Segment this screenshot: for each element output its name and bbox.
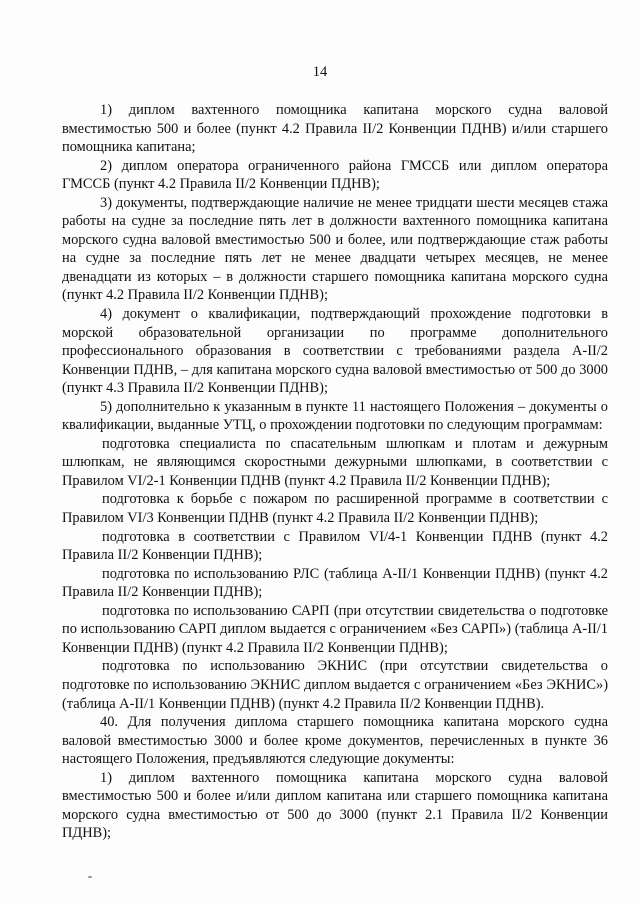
training-program-item: подготовка по использованию ЭКНИС (при отсутствии свидетельства о подготовке по использованию ЭКНИС диплом выдается с ограничением «Без ЭКНИС») (таблица A-II/1 Конвенции ПДНВ) (пункт 4.2 Правила II/2 Конвенции ПДНВ). <box>62 658 608 712</box>
training-program-item: подготовка по использованию САРП (при отсутствии свидетельства о подготовке по использованию САРП диплом выдается с ограничением «Без САРП») (таблица A-II/1 Конвенции ПДНВ) (пункт 4.2 Правила II/2 Конвенции ПДНВ); <box>62 602 608 656</box>
list-item: 4) документ о квалификации, подтверждающий прохождение подготовки в морской образовательной организации по программе дополнительного профессионального образования в соответствии с требованиями раздела A-II/2 Конвенции ПДНВ, – для капитана морского судна валовой вместимостью от 500 до 3000 (пункт 4.3 Правила II/2 Конвенции ПДНВ); <box>62 306 608 397</box>
training-program-item: подготовка к борьбе с пожаром по расширенной программе в соответствии с Правилом VI/3 Конвенции ПДНВ (пункт 4.2 Правила II/2 Конвенции ПДНВ); <box>62 491 608 527</box>
training-program-item: подготовка в соответствии с Правилом VI/4-1 Конвенции ПДНВ (пункт 4.2 Правила II/2 Конвенции ПДНВ); <box>62 528 608 564</box>
list-item: 1) диплом вахтенного помощника капитана морского судна валовой вместимостью 500 и более и/или диплом капитана или старшего помощника капитана морского судна вместимостью от 500 до 3000 (пункт 2.1 Правила II/2 Конвенции ПДНВ); <box>62 769 608 842</box>
document-body <box>62 101 608 843</box>
page-number: 14 <box>312 64 328 80</box>
list-item: 2) диплом оператора ограниченного района ГМССБ или диплом оператора ГМССБ (пункт 4.2 Правила II/2 Конвенции ПДНВ); <box>62 157 608 193</box>
training-program-item: подготовка специалиста по спасательным шлюпкам и плотам и дежурным шлюпкам, не являющимся скоростными дежурными шлюпками, в соответствии с Правилом VI/2-1 Конвенции ПДНВ (пункт 4.2 Правила II/2 Конвенции ПДНВ); <box>62 435 608 489</box>
scan-artifact <box>88 876 92 878</box>
training-program-item: подготовка по использованию РЛС (таблица A-II/1 Конвенции ПДНВ) (пункт 4.2 Правила II/2 Конвенции ПДНВ); <box>62 565 608 601</box>
list-item: 1) диплом вахтенного помощника капитана морского судна валовой вместимостью 500 и более (пункт 4.2 Правила II/2 Конвенции ПДНВ) и/или старшего помощника капитана; <box>62 102 608 156</box>
section-40-paragraph: 40. Для получения диплома старшего помощника капитана морского судна валовой вместимостью 3000 и более кроме документов, перечисленных в пункте 36 настоящего Положения, предъявляются следующие документы: <box>62 714 608 768</box>
list-item: 3) документы, подтверждающие наличие не менее тридцати шести месяцев стажа работы на судне за последние пять лет в должности вахтенного помощника капитана морского судна валовой вместимостью 500 и более, или подтверждающие стаж работы на судне за последние пять лет не менее двадцати четырех месяцев, не менее двенадцати из которых – в должности старшего помощника капитана морского судна (пункт 4.2 Правила II/2 Конвенции ПДНВ); <box>62 194 608 304</box>
list-item: 5) дополнительно к указанным в пункте 11 настоящего Положения – документы о квалификации, выданные УТЦ, о прохождении подготовки по следующим программам: <box>62 398 608 434</box>
